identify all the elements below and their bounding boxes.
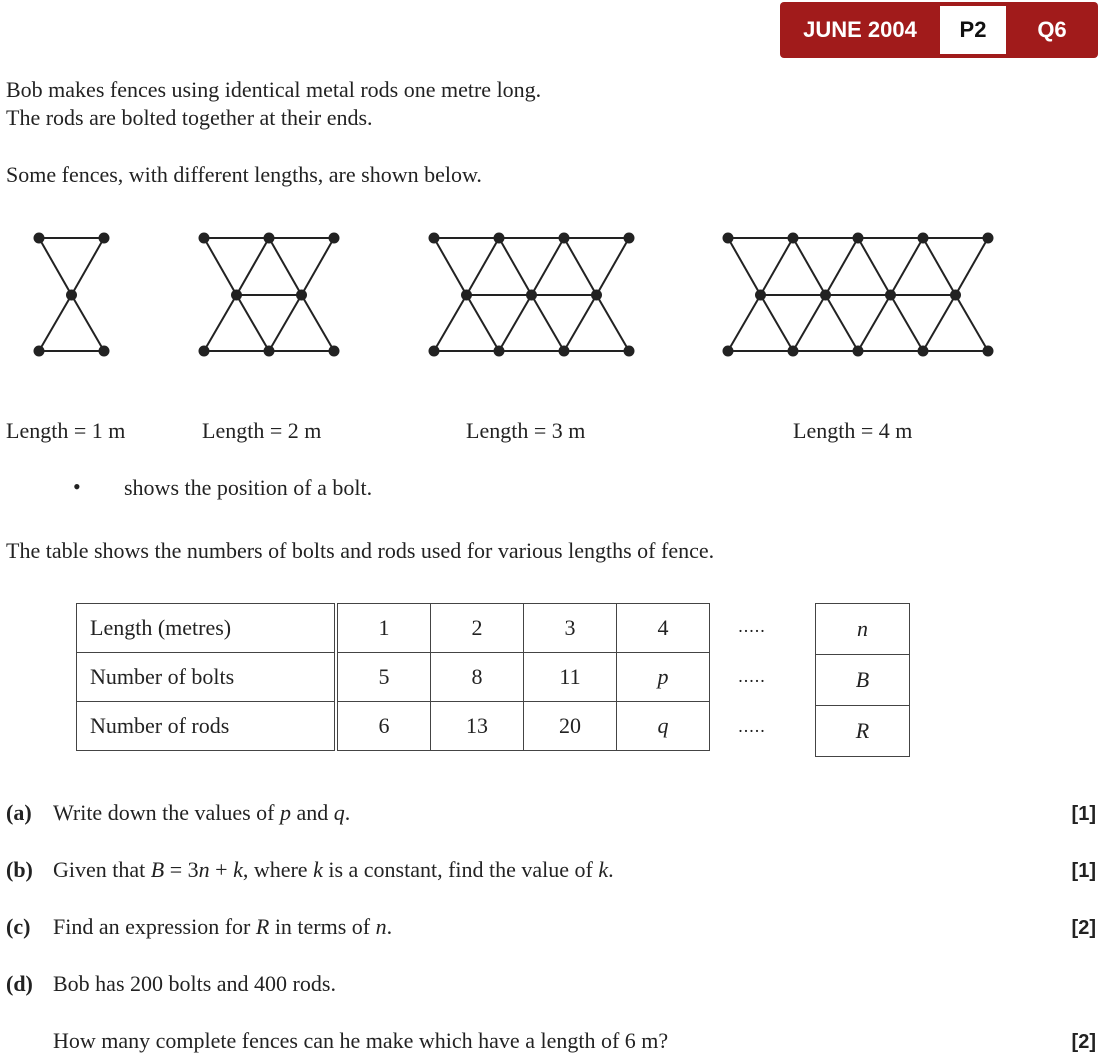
row-label: Number of rods xyxy=(77,702,337,751)
table-cell-unknown-p: p xyxy=(617,653,710,702)
bolt-dot-icon xyxy=(265,347,274,356)
rod xyxy=(72,295,105,351)
paper-number: P2 xyxy=(940,6,1006,54)
bolt-dot-icon xyxy=(951,291,960,300)
rod xyxy=(956,295,989,351)
table-cell: 2 xyxy=(431,604,524,653)
table-cell: 11 xyxy=(524,653,617,702)
question-d-marks: [2] xyxy=(1071,1031,1096,1053)
rod xyxy=(269,295,302,351)
rod xyxy=(532,238,565,295)
table-cell: 20 xyxy=(524,702,617,751)
table-cell: 6 xyxy=(336,702,431,751)
rod xyxy=(237,238,270,295)
question-c-marks: [2] xyxy=(1071,917,1096,939)
table-cell-unknown-q: q xyxy=(617,702,710,751)
rod xyxy=(923,295,956,351)
bolt-dot-icon xyxy=(330,234,339,243)
bolt-dot-icon xyxy=(984,234,993,243)
question-number: Q6 xyxy=(1037,17,1067,42)
intro-line-3: Some fences, with different lengths, are shown below. xyxy=(6,162,482,187)
bolt-dot-icon xyxy=(232,291,241,300)
rod xyxy=(302,238,335,295)
bolt-dot-icon xyxy=(854,234,863,243)
table-ellipsis: ..... xyxy=(738,716,766,736)
bolt-dot-icon xyxy=(495,234,504,243)
bolt-dot-icon xyxy=(495,347,504,356)
general-term-r: R xyxy=(816,706,910,757)
rod xyxy=(72,238,105,295)
bolt-dot-icon xyxy=(756,291,765,300)
rod xyxy=(204,238,237,295)
bolt-dot-icon xyxy=(297,291,306,300)
table-cell: 1 xyxy=(336,604,431,653)
bolt-dot-icon xyxy=(854,347,863,356)
rod xyxy=(434,295,467,351)
general-term-table xyxy=(815,603,910,757)
bolt-dot-icon xyxy=(430,347,439,356)
rod xyxy=(826,238,859,295)
rod xyxy=(499,238,532,295)
bolt-dot-icon xyxy=(200,347,209,356)
table-cell: 4 xyxy=(617,604,710,653)
question-d-followup: How many complete fences can he make which have a length of 6 m? xyxy=(53,1028,669,1053)
bolt-dot-icon xyxy=(265,234,274,243)
rod xyxy=(302,295,335,351)
bolt-dot-icon xyxy=(200,234,209,243)
bolt-dot-icon xyxy=(724,234,733,243)
bolt-dot-icon xyxy=(724,347,733,356)
bolt-dot-icon xyxy=(625,347,634,356)
rod xyxy=(923,238,956,295)
rod xyxy=(39,238,72,295)
bolt-dot-icon xyxy=(821,291,830,300)
general-term-n: n xyxy=(816,604,910,655)
rod xyxy=(467,295,500,351)
fence-length-3 xyxy=(430,234,634,356)
table-row-bolts xyxy=(77,653,710,702)
table-cell: 8 xyxy=(431,653,524,702)
rod xyxy=(467,238,500,295)
question-a-text: Write down the values of p and q. xyxy=(53,800,351,825)
bolt-dot-icon xyxy=(330,347,339,356)
intro-line-1: Bob makes fences using identical metal rods one metre long. xyxy=(6,77,542,102)
rod xyxy=(761,238,794,295)
rod xyxy=(728,295,761,351)
fence-diagrams xyxy=(0,220,1100,370)
row-label: Length (metres) xyxy=(77,604,337,653)
question-b-text: Given that B = 3n + k, where k is a constant, find the value of k. xyxy=(53,857,614,882)
question-d-label: (d) xyxy=(6,971,33,996)
rod xyxy=(204,295,237,351)
bolt-dot-icon xyxy=(592,291,601,300)
question-d-text: Bob has 200 bolts and 400 rods. xyxy=(53,971,336,996)
data-table xyxy=(76,603,710,751)
table-row-rods xyxy=(77,702,710,751)
caption-length-4: Length = 4 m xyxy=(793,418,913,443)
rod xyxy=(793,238,826,295)
rod xyxy=(891,295,924,351)
rod xyxy=(499,295,532,351)
question-a-label: (a) xyxy=(6,800,32,825)
rod xyxy=(826,295,859,351)
rod xyxy=(39,295,72,351)
bolt-dot-icon xyxy=(625,234,634,243)
bolt-dot-icon xyxy=(984,347,993,356)
question-b-label: (b) xyxy=(6,857,33,882)
rod xyxy=(597,295,630,351)
row-label: Number of bolts xyxy=(77,653,337,702)
fence-length-4 xyxy=(724,234,993,356)
bolt-dot-icon xyxy=(35,234,44,243)
table-cell: 13 xyxy=(431,702,524,751)
question-b-marks: [1] xyxy=(1071,860,1096,882)
bolt-dot-icon xyxy=(462,291,471,300)
bolt-dot-icon xyxy=(100,347,109,356)
rod xyxy=(956,238,989,295)
rod xyxy=(761,295,794,351)
bolt-dot-icon xyxy=(560,234,569,243)
bolt-legend-text: shows the position of a bolt. xyxy=(124,475,373,500)
bolt-dot-icon xyxy=(527,291,536,300)
question-a-marks: [1] xyxy=(1071,803,1096,825)
rod xyxy=(564,295,597,351)
bolt-dot-icon xyxy=(919,347,928,356)
fence-length-1 xyxy=(35,234,109,356)
table-row-length xyxy=(77,604,710,653)
rod xyxy=(891,238,924,295)
caption-length-1: Length = 1 m xyxy=(6,418,126,443)
exam-date: JUNE 2004 xyxy=(803,17,917,42)
table-ellipsis: ..... xyxy=(738,616,766,636)
bolt-dot-icon xyxy=(100,234,109,243)
bolt-dot-icon xyxy=(886,291,895,300)
rod xyxy=(858,295,891,351)
exam-reference-badge xyxy=(780,2,1098,58)
bolt-dot-icon xyxy=(560,347,569,356)
rod xyxy=(793,295,826,351)
bolt-dot-icon xyxy=(789,234,798,243)
rod xyxy=(434,238,467,295)
question-c-text: Find an expression for R in terms of n. xyxy=(53,914,393,939)
fence-length-2 xyxy=(200,234,339,356)
bolt-dot-icon xyxy=(919,234,928,243)
caption-length-3: Length = 3 m xyxy=(466,418,586,443)
bolt-dot-icon xyxy=(67,291,76,300)
table-ellipsis: ..... xyxy=(738,666,766,686)
table-cell: 5 xyxy=(336,653,431,702)
general-term-b: B xyxy=(816,655,910,706)
rod xyxy=(237,295,270,351)
question-c-label: (c) xyxy=(6,914,31,939)
rod xyxy=(597,238,630,295)
caption-length-2: Length = 2 m xyxy=(202,418,322,443)
rod xyxy=(269,238,302,295)
bolt-dot-icon xyxy=(789,347,798,356)
rod xyxy=(532,295,565,351)
bolt-dot-icon xyxy=(35,347,44,356)
table-intro: The table shows the numbers of bolts and rods used for various lengths of fence. xyxy=(6,538,715,563)
table-cell: 3 xyxy=(524,604,617,653)
bolt-dot-icon xyxy=(430,234,439,243)
rod xyxy=(728,238,761,295)
rod xyxy=(858,238,891,295)
bolt-dot-icon: • xyxy=(73,474,81,499)
intro-line-2: The rods are bolted together at their ends. xyxy=(6,105,373,130)
rod xyxy=(564,238,597,295)
